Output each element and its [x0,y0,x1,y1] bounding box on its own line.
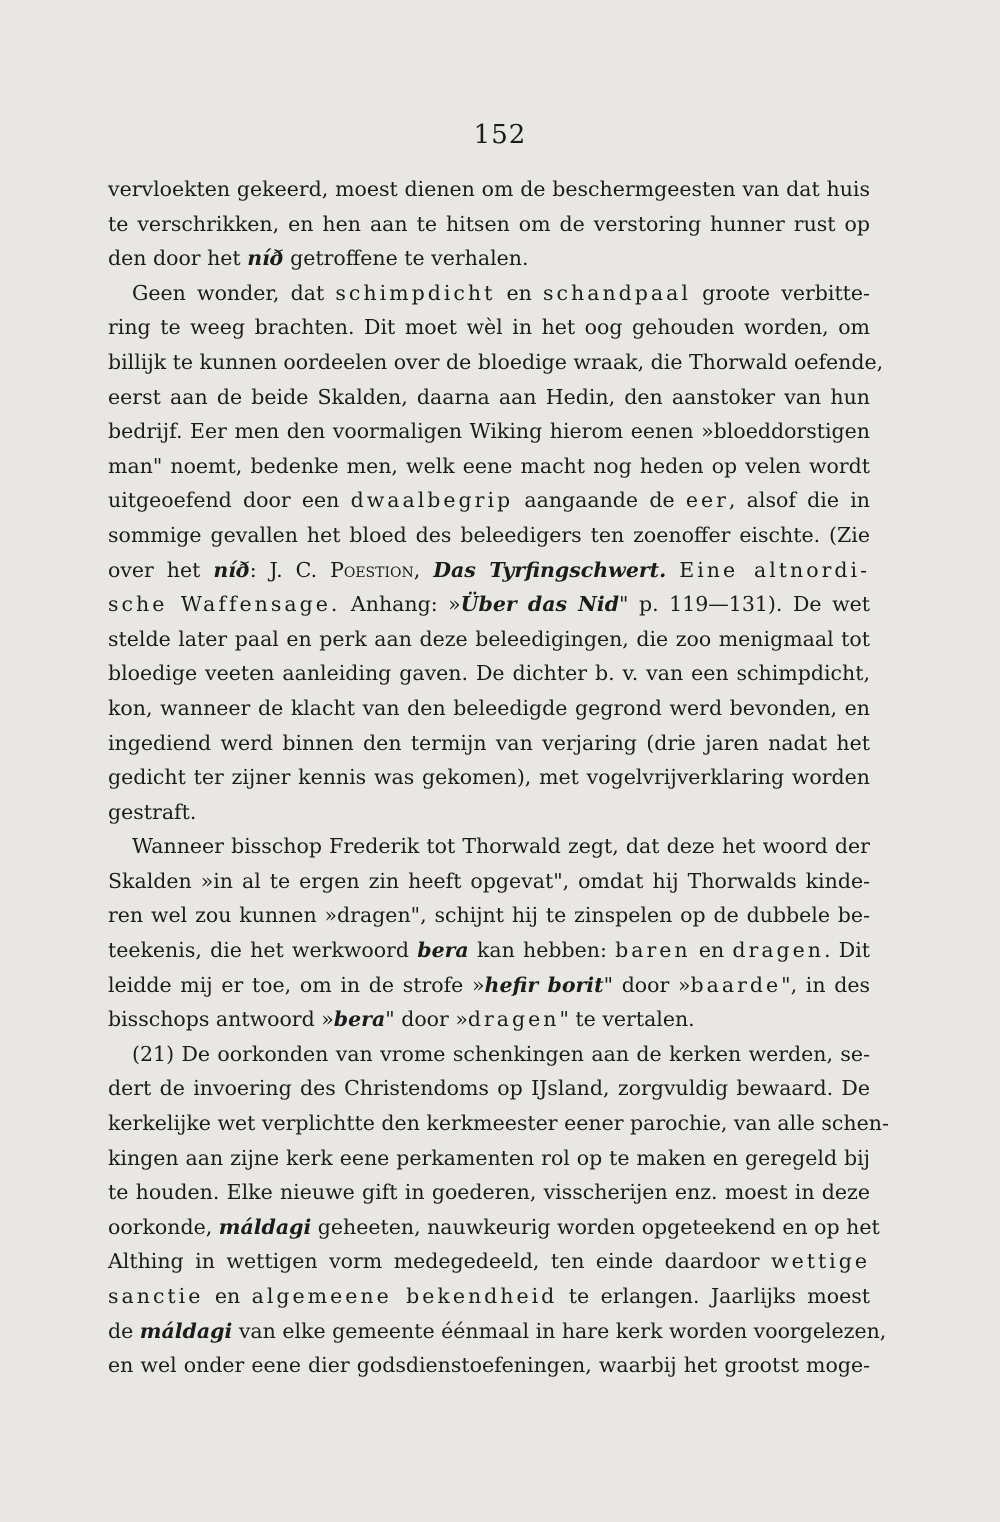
text-line [108,207,870,242]
page-number: 152 [473,120,527,150]
text-segment: groote verbitte- [690,280,870,305]
text-line [108,553,870,588]
text-segment: gedicht ter zijner kennis was gekomen), met vogelvrijverklaring worden [108,765,870,790]
text-line [108,1244,870,1279]
text-segment: : J. C. [249,557,331,582]
text-segment: Althing in wettigen vorm medegedeeld, ten einde daardoor [108,1249,772,1274]
emphasized-text: hefir borit [484,972,604,997]
text-segment: te verschrikken, en hen aan te hitsen om de verstoring hunner rust op [108,211,870,236]
emphasized-text: Das Tyrfingschwert. [433,557,667,582]
text-segment: over het [108,557,214,582]
text-segment: uitgeoefend door een [108,488,351,513]
emphasized-text: máldagi [218,1214,312,1239]
emphasized-text: wettige [771,1249,870,1274]
text-segment: kingen aan zijne kerk eene perkamenten rol op te maken en geregeld bij [108,1145,870,1170]
text-line [108,622,870,657]
text-segment: bisschops antwoord » [108,1007,334,1032]
text-segment: Skalden »in al te ergen zin heeft opgevat", omdat hij Thorwalds kinde- [108,868,870,893]
emphasized-text: algemeene bekendheid [251,1284,558,1308]
text-segment: " te vertalen. [559,1007,695,1032]
text-segment: en [690,938,733,963]
text-segment: den door het [108,246,248,271]
text-segment: " door » [385,1007,468,1032]
emphasized-text: níð [247,246,284,271]
emphasized-text: bera [333,1007,386,1032]
text-line [108,1071,870,1106]
text-line [108,1348,870,1383]
text-line [108,898,870,933]
text-line [108,1002,870,1037]
text-segment: en [203,1284,252,1308]
text-segment: te houden. Elke nieuwe gift in goederen, visscherijen enz. moest in deze [108,1180,870,1205]
text-line [108,587,870,622]
text-segment: gestraft. [108,799,197,824]
text-line [108,829,870,864]
text-segment: " p. 119—131). De wet [619,592,870,617]
emphasized-text: baren [615,938,691,963]
text-segment: eerst aan de beide Skalden, daarna aan Hedin, den aanstoker van hun [108,384,870,409]
text-line [108,933,870,968]
emphasized-text: máldagi [139,1318,233,1343]
text-line [108,795,870,830]
text-line [108,276,870,311]
text-segment: van elke gemeente éénmaal in hare kerk worden voorgelezen, [232,1318,887,1343]
text-line [108,1210,880,1245]
text-segment: Wanneer bisschop Frederik tot Thorwald zegt, dat deze het woord der [132,834,870,859]
text-line [108,864,870,899]
text-line [108,483,870,518]
text-line [108,414,870,449]
text-segment: vervloekten gekeerd, moest dienen om de beschermgeesten van dat huis [108,177,870,201]
text-line [108,241,870,276]
emphasized-text: schandpaal [543,280,691,305]
emphasized-text: Eine altnordi- [679,557,871,582]
text-segment: kan hebben: [468,938,616,963]
text-line [108,172,870,207]
text-line [108,656,870,691]
emphasized-text: Über das Nid [460,592,620,617]
text-segment: de [108,1318,140,1343]
text-line [108,726,870,761]
body-text [108,172,889,1383]
text-segment: stelde later paal en perk aan deze beleedigingen, die zoo menigmaal tot [108,626,870,651]
emphasized-text: sche Waffensage. [108,592,341,617]
emphasized-text: baarde [690,972,782,997]
text-line [108,1314,887,1349]
text-segment: , [413,557,434,582]
text-segment: . Dit [824,938,871,963]
text-segment: ", in des [781,972,870,997]
text-segment: ring te weeg brachten. Dit moet wèl in het oog gehouden worden, om [108,315,870,340]
text-segment: dert de invoering des Christendoms op IJsland, zorgvuldig bewaard. De [108,1076,870,1101]
text-segment: Geen wonder, dat [132,280,336,305]
text-segment: ingediend werd binnen den termijn van verjaring (drie jaren nadat het [108,730,870,755]
text-segment [666,558,679,582]
text-line [108,1141,870,1176]
text-segment: bedrijf. Eer men den voormaligen Wiking hierom eenen »bloeddorstigen [108,419,870,444]
text-segment: bloedige veeten aanleiding gaven. De dichter b. v. van een schimpdicht, [108,661,870,686]
text-segment: kon, wanneer de klacht van den beleedigde gegrond werd bevonden, en [108,695,870,720]
text-line [108,518,870,553]
text-segment: te erlangen. Jaarlijks moest [557,1284,870,1308]
text-line [108,449,870,484]
emphasized-text: dragen [467,1007,560,1032]
text-line [108,1106,889,1141]
emphasized-text: schimpdicht [335,280,496,305]
text-segment: getroffene te verhalen. [283,246,529,271]
text-segment: leidde mij er toe, om in de strofe » [108,972,485,997]
emphasized-text: dragen [732,938,825,963]
emphasized-text: bera [417,938,469,963]
text-segment: billijk te kunnen oordeelen over de bloedige wraak, die Thorwald oefende, [108,349,884,374]
text-line [108,345,884,380]
text-line [108,380,870,415]
text-line [108,1175,870,1210]
text-segment: en wel onder eene dier godsdienstoefeningen, waarbij het grootst moge- [108,1353,870,1378]
text-line [108,310,870,345]
text-line [108,1037,870,1072]
emphasized-text: níð [213,557,250,582]
emphasized-text: eer [685,488,729,513]
text-line [108,760,870,795]
emphasized-text: sanctie [108,1284,204,1308]
text-segment: aangaande de [513,488,686,513]
text-segment: Anhang: » [340,592,461,617]
text-line [108,1279,870,1314]
text-line [108,968,870,1003]
text-line [108,691,870,726]
text-segment: en [495,280,544,305]
text-segment: ren wel zou kunnen »dragen", schijnt hij te zinspelen op de dubbele be- [108,903,870,928]
text-segment: sommige gevallen het bloed des beleedigers ten zoenoffer eischte. (Zie [108,522,870,547]
text-segment: " door » [603,972,691,997]
text-segment: geheeten, nauwkeurig worden opgeteekend en op het [311,1214,880,1239]
emphasized-text: dwaalbegrip [350,488,514,513]
text-segment: oorkonde, [108,1214,219,1239]
text-segment: , alsof die in [728,488,870,513]
emphasized-text: Poestion [330,557,414,582]
text-segment: man" noemt, bedenke men, welk eene macht nog heden op velen wordt [108,453,870,478]
text-segment: teekenis, die het werkwoord [108,938,418,963]
text-segment: kerkelijke wet verplichtte den kerkmeester eener parochie, van alle schen- [108,1111,889,1136]
text-segment: (21) De oorkonden van vrome schenkingen aan de kerken werden, se- [132,1041,870,1066]
